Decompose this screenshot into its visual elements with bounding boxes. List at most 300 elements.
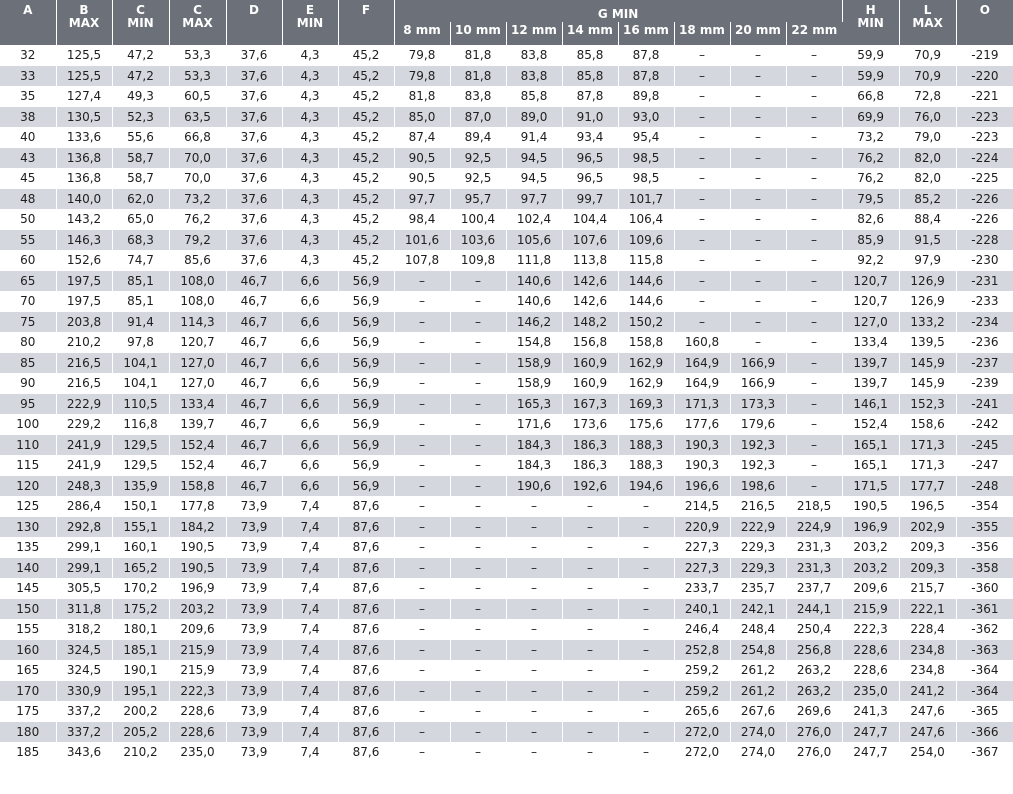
table-cell: 85,8	[562, 66, 618, 87]
table-row	[0, 209, 1013, 230]
table-cell: 209,3	[899, 558, 956, 579]
table-cell: -228	[956, 230, 1013, 251]
table-cell: 126,9	[899, 271, 956, 292]
table-cell: 248,4	[730, 619, 786, 640]
table-header	[0, 0, 1013, 45]
table-cell: –	[786, 291, 842, 312]
table-cell: 81,8	[394, 86, 450, 107]
table-cell: 45,2	[338, 189, 394, 210]
col-header-g-20mm: 20 mm	[730, 22, 786, 45]
table-cell: 66,8	[169, 127, 226, 148]
table-cell: 139,7	[842, 373, 899, 394]
table-cell: 85,6	[169, 250, 226, 271]
table-cell: 150,2	[618, 312, 674, 333]
col-header-c-max-sub: MAX	[182, 16, 213, 30]
table-cell: 59,9	[842, 45, 899, 66]
table-cell: 73,9	[226, 640, 282, 661]
table-cell: 45,2	[338, 148, 394, 169]
table-cell: –	[786, 209, 842, 230]
table-cell: 92,5	[450, 168, 506, 189]
table-cell: 222,1	[899, 599, 956, 620]
table-cell: -358	[956, 558, 1013, 579]
table-row	[0, 189, 1013, 210]
table-cell: 170,2	[112, 578, 169, 599]
table-row	[0, 517, 1013, 538]
table-cell: 120	[0, 476, 56, 497]
table-cell: 89,8	[618, 86, 674, 107]
table-cell: 177,6	[674, 414, 730, 435]
table-cell: 190,3	[674, 455, 730, 476]
table-cell: –	[394, 578, 450, 599]
table-cell: 109,6	[618, 230, 674, 251]
table-cell: –	[450, 353, 506, 374]
table-cell: 209,6	[169, 619, 226, 640]
table-cell: 73,9	[226, 660, 282, 681]
table-cell: 7,4	[282, 742, 338, 763]
table-cell: –	[618, 496, 674, 517]
table-cell: –	[562, 742, 618, 763]
table-cell: 94,5	[506, 148, 562, 169]
col-header-b-label: B	[79, 3, 89, 17]
table-cell: 203,2	[842, 537, 899, 558]
table-cell: 7,4	[282, 537, 338, 558]
table-cell: 93,0	[618, 107, 674, 128]
table-cell: 337,2	[56, 701, 112, 722]
table-cell: 53,3	[169, 66, 226, 87]
table-body	[0, 45, 1013, 763]
table-cell: 83,8	[506, 45, 562, 66]
table-cell: –	[394, 722, 450, 743]
table-cell: 188,3	[618, 455, 674, 476]
table-cell: –	[786, 435, 842, 456]
table-cell: –	[786, 353, 842, 374]
table-cell: 185	[0, 742, 56, 763]
table-cell: 87,4	[394, 127, 450, 148]
table-cell: –	[450, 537, 506, 558]
table-cell: –	[450, 332, 506, 353]
table-cell: -225	[956, 168, 1013, 189]
col-header-f-label: F	[361, 3, 371, 17]
table-cell: –	[786, 189, 842, 210]
table-cell: 45	[0, 168, 56, 189]
table-cell: 318,2	[56, 619, 112, 640]
table-cell: 250,4	[786, 619, 842, 640]
table-cell: 247,7	[842, 742, 899, 763]
table-cell: 248,3	[56, 476, 112, 497]
table-cell: 171,3	[899, 455, 956, 476]
table-cell: 55,6	[112, 127, 169, 148]
table-cell: –	[394, 435, 450, 456]
table-cell: 56,9	[338, 373, 394, 394]
table-cell: -226	[956, 189, 1013, 210]
table-cell: 92,5	[450, 148, 506, 169]
table-cell: 186,3	[562, 435, 618, 456]
table-cell: 4,3	[282, 209, 338, 230]
table-cell: 87,6	[338, 660, 394, 681]
table-cell: 107,6	[562, 230, 618, 251]
table-cell: -365	[956, 701, 1013, 722]
table-cell: 87,6	[338, 701, 394, 722]
table-cell: 203,8	[56, 312, 112, 333]
table-cell: 216,5	[730, 496, 786, 517]
table-cell: 127,0	[169, 373, 226, 394]
table-cell: 4,3	[282, 230, 338, 251]
table-cell: –	[674, 189, 730, 210]
table-cell: 127,0	[169, 353, 226, 374]
table-cell: –	[562, 619, 618, 640]
table-cell: –	[674, 86, 730, 107]
table-cell: –	[786, 271, 842, 292]
table-cell: –	[674, 291, 730, 312]
table-cell: –	[562, 537, 618, 558]
table-cell: –	[394, 558, 450, 579]
col-header-h-sub: MIN	[857, 16, 884, 30]
table-cell: 190,5	[169, 558, 226, 579]
table-cell: 90,5	[394, 168, 450, 189]
table-cell: 45,2	[338, 45, 394, 66]
table-cell: 146,2	[506, 312, 562, 333]
table-cell: –	[674, 148, 730, 169]
table-cell: 228,6	[842, 640, 899, 661]
table-cell: –	[450, 291, 506, 312]
table-cell: 101,7	[618, 189, 674, 210]
table-row	[0, 558, 1013, 579]
table-cell: 184,2	[169, 517, 226, 538]
table-cell: 256,8	[786, 640, 842, 661]
table-cell: 216,5	[56, 353, 112, 374]
table-cell: 97,7	[506, 189, 562, 210]
table-cell: 203,2	[169, 599, 226, 620]
table-cell: –	[394, 414, 450, 435]
table-cell: 156,8	[562, 332, 618, 353]
table-cell: 87,6	[338, 496, 394, 517]
table-cell: 35	[0, 86, 56, 107]
table-cell: 96,5	[562, 168, 618, 189]
table-cell: 4,3	[282, 189, 338, 210]
table-cell: 93,4	[562, 127, 618, 148]
col-header-c-min-label: C	[136, 3, 145, 17]
table-row	[0, 599, 1013, 620]
table-cell: 292,8	[56, 517, 112, 538]
table-cell: 169,3	[618, 394, 674, 415]
table-cell: 222,3	[169, 681, 226, 702]
table-cell: -224	[956, 148, 1013, 169]
table-cell: 175	[0, 701, 56, 722]
table-cell: 4,3	[282, 168, 338, 189]
table-cell: 109,8	[450, 250, 506, 271]
table-cell: 220,9	[674, 517, 730, 538]
table-cell: 196,5	[899, 496, 956, 517]
table-cell: –	[674, 271, 730, 292]
table-cell: –	[450, 394, 506, 415]
table-cell: –	[394, 537, 450, 558]
table-cell: 92,2	[842, 250, 899, 271]
table-cell: 164,9	[674, 353, 730, 374]
table-cell: 343,6	[56, 742, 112, 763]
table-cell: 79,2	[169, 230, 226, 251]
table-cell: –	[450, 414, 506, 435]
table-cell: 148,2	[562, 312, 618, 333]
table-cell: –	[618, 742, 674, 763]
table-cell: 62,0	[112, 189, 169, 210]
table-cell: –	[730, 86, 786, 107]
col-header-g-10mm: 10 mm	[450, 22, 506, 45]
table-cell: –	[562, 701, 618, 722]
table-cell: –	[394, 373, 450, 394]
table-cell: 79,8	[394, 45, 450, 66]
table-cell: 145,9	[899, 353, 956, 374]
table-cell: 229,3	[730, 558, 786, 579]
col-header-e-sub: MIN	[296, 16, 324, 30]
col-header-g-8mm: 8 mm	[394, 22, 450, 45]
table-cell: -356	[956, 537, 1013, 558]
table-cell: –	[450, 435, 506, 456]
col-header-l-max	[899, 0, 956, 45]
table-cell: –	[786, 414, 842, 435]
table-cell: –	[506, 701, 562, 722]
table-cell: –	[450, 578, 506, 599]
table-cell: –	[618, 701, 674, 722]
table-cell: 209,6	[842, 578, 899, 599]
table-cell: 37,6	[226, 66, 282, 87]
table-cell: –	[674, 45, 730, 66]
table-cell: 234,8	[899, 640, 956, 661]
table-row	[0, 722, 1013, 743]
table-row	[0, 476, 1013, 497]
table-cell: 76,2	[169, 209, 226, 230]
table-cell: 4,3	[282, 250, 338, 271]
table-cell: -355	[956, 517, 1013, 538]
table-cell: 56,9	[338, 435, 394, 456]
table-cell: 160,9	[562, 373, 618, 394]
table-cell: 144,6	[618, 291, 674, 312]
table-cell: 177,7	[899, 476, 956, 497]
table-cell: 116,8	[112, 414, 169, 435]
table-cell: 162,9	[618, 353, 674, 374]
table-cell: 73,9	[226, 558, 282, 579]
col-header-o	[956, 0, 1013, 45]
table-cell: -241	[956, 394, 1013, 415]
col-header-c-min	[112, 0, 169, 45]
table-cell: –	[450, 660, 506, 681]
table-cell: 85,1	[112, 291, 169, 312]
table-cell: 4,3	[282, 107, 338, 128]
table-cell: 87,6	[338, 681, 394, 702]
table-cell: -248	[956, 476, 1013, 497]
table-cell: 190,3	[674, 435, 730, 456]
table-cell: 246,4	[674, 619, 730, 640]
table-cell: –	[730, 332, 786, 353]
table-cell: –	[730, 312, 786, 333]
table-cell: –	[562, 681, 618, 702]
table-cell: 272,0	[674, 722, 730, 743]
table-cell: 240,1	[674, 599, 730, 620]
table-row	[0, 312, 1013, 333]
table-cell: –	[394, 496, 450, 517]
table-cell: 83,8	[450, 86, 506, 107]
table-cell: –	[394, 660, 450, 681]
table-cell: 324,5	[56, 660, 112, 681]
table-cell: –	[450, 681, 506, 702]
table-cell: –	[786, 394, 842, 415]
table-cell: –	[730, 66, 786, 87]
table-cell: 89,0	[506, 107, 562, 128]
table-cell: 6,6	[282, 291, 338, 312]
table-cell: –	[674, 250, 730, 271]
table-cell: –	[506, 578, 562, 599]
table-cell: 73,9	[226, 722, 282, 743]
table-cell: –	[730, 148, 786, 169]
table-row	[0, 168, 1013, 189]
table-cell: 85,1	[112, 271, 169, 292]
table-cell: 7,4	[282, 599, 338, 620]
table-cell: –	[450, 722, 506, 743]
table-cell: 215,9	[169, 660, 226, 681]
table-cell: -223	[956, 107, 1013, 128]
table-cell: –	[506, 496, 562, 517]
table-cell: 139,7	[169, 414, 226, 435]
table-cell: 45,2	[338, 66, 394, 87]
table-cell: 106,4	[618, 209, 674, 230]
table-cell: 166,9	[730, 353, 786, 374]
table-cell: 228,6	[169, 722, 226, 743]
table-cell: –	[394, 455, 450, 476]
table-cell: 130,5	[56, 107, 112, 128]
table-cell: 261,2	[730, 660, 786, 681]
table-cell: –	[786, 66, 842, 87]
col-header-g-22mm: 22 mm	[786, 22, 842, 45]
table-cell: 83,8	[506, 66, 562, 87]
table-cell: 7,4	[282, 681, 338, 702]
table-row	[0, 742, 1013, 763]
table-cell: -220	[956, 66, 1013, 87]
table-cell: –	[786, 86, 842, 107]
table-cell: 79,0	[899, 127, 956, 148]
table-cell: 216,5	[56, 373, 112, 394]
table-cell: 56,9	[338, 291, 394, 312]
table-cell: 37,6	[226, 107, 282, 128]
table-cell: –	[450, 271, 506, 292]
table-cell: 72,8	[899, 86, 956, 107]
table-cell: 267,6	[730, 701, 786, 722]
table-cell: –	[674, 168, 730, 189]
table-cell: 6,6	[282, 435, 338, 456]
table-cell: 222,9	[730, 517, 786, 538]
table-row	[0, 86, 1013, 107]
table-cell: 46,7	[226, 476, 282, 497]
table-row	[0, 107, 1013, 128]
table-cell: 286,4	[56, 496, 112, 517]
table-cell: 59,9	[842, 66, 899, 87]
table-cell: –	[450, 558, 506, 579]
table-cell: 196,9	[842, 517, 899, 538]
table-cell: –	[786, 250, 842, 271]
table-cell: 235,0	[169, 742, 226, 763]
table-cell: 115	[0, 455, 56, 476]
table-cell: 73,9	[226, 701, 282, 722]
table-cell: -230	[956, 250, 1013, 271]
table-cell: 7,4	[282, 640, 338, 661]
table-cell: –	[506, 619, 562, 640]
table-cell: -362	[956, 619, 1013, 640]
table-cell: 227,3	[674, 537, 730, 558]
table-cell: 73,9	[226, 681, 282, 702]
table-cell: 254,8	[730, 640, 786, 661]
table-cell: 259,2	[674, 660, 730, 681]
table-cell: 103,6	[450, 230, 506, 251]
table-cell: 167,3	[562, 394, 618, 415]
table-cell: 47,2	[112, 45, 169, 66]
table-cell: 87,8	[562, 86, 618, 107]
table-cell: 45,2	[338, 168, 394, 189]
table-cell: 241,3	[842, 701, 899, 722]
table-cell: 324,5	[56, 640, 112, 661]
table-cell: 97,7	[394, 189, 450, 210]
table-cell: 155	[0, 619, 56, 640]
table-cell: 95	[0, 394, 56, 415]
table-cell: –	[394, 353, 450, 374]
table-cell: 337,2	[56, 722, 112, 743]
table-cell: 188,3	[618, 435, 674, 456]
table-cell: 87,6	[338, 578, 394, 599]
table-cell: –	[506, 681, 562, 702]
table-cell: –	[506, 517, 562, 538]
table-cell: –	[450, 312, 506, 333]
table-cell: 4,3	[282, 148, 338, 169]
table-cell: 175,6	[618, 414, 674, 435]
table-cell: 231,3	[786, 537, 842, 558]
table-row	[0, 45, 1013, 66]
table-cell: 142,6	[562, 291, 618, 312]
table-cell: 87,8	[618, 45, 674, 66]
table-cell: 87,6	[338, 722, 394, 743]
table-cell: -245	[956, 435, 1013, 456]
table-cell: 98,5	[618, 168, 674, 189]
table-cell: 180	[0, 722, 56, 743]
table-cell: –	[786, 127, 842, 148]
table-cell: –	[394, 619, 450, 640]
table-cell: 56,9	[338, 414, 394, 435]
table-row	[0, 291, 1013, 312]
table-cell: 127,4	[56, 86, 112, 107]
table-cell: 179,6	[730, 414, 786, 435]
table-cell: 158,6	[899, 414, 956, 435]
table-cell: 265,6	[674, 701, 730, 722]
table-row	[0, 230, 1013, 251]
table-cell: 227,3	[674, 558, 730, 579]
table-cell: 210,2	[112, 742, 169, 763]
table-cell: 98,4	[394, 209, 450, 230]
table-cell: 235,7	[730, 578, 786, 599]
table-cell: 125	[0, 496, 56, 517]
table-cell: 94,5	[506, 168, 562, 189]
table-cell: 130	[0, 517, 56, 538]
table-cell: 46,7	[226, 394, 282, 415]
table-cell: 198,6	[730, 476, 786, 497]
table-cell: 185,1	[112, 640, 169, 661]
table-cell: –	[562, 722, 618, 743]
table-cell: 154,8	[506, 332, 562, 353]
col-header-c-min-sub: MIN	[127, 16, 154, 30]
table-cell: 234,8	[899, 660, 956, 681]
col-header-c-max	[169, 0, 226, 45]
table-cell: 47,2	[112, 66, 169, 87]
table-cell: 91,4	[112, 312, 169, 333]
table-cell: 37,6	[226, 86, 282, 107]
table-cell: 45,2	[338, 250, 394, 271]
table-cell: –	[450, 599, 506, 620]
table-cell: 140,6	[506, 271, 562, 292]
